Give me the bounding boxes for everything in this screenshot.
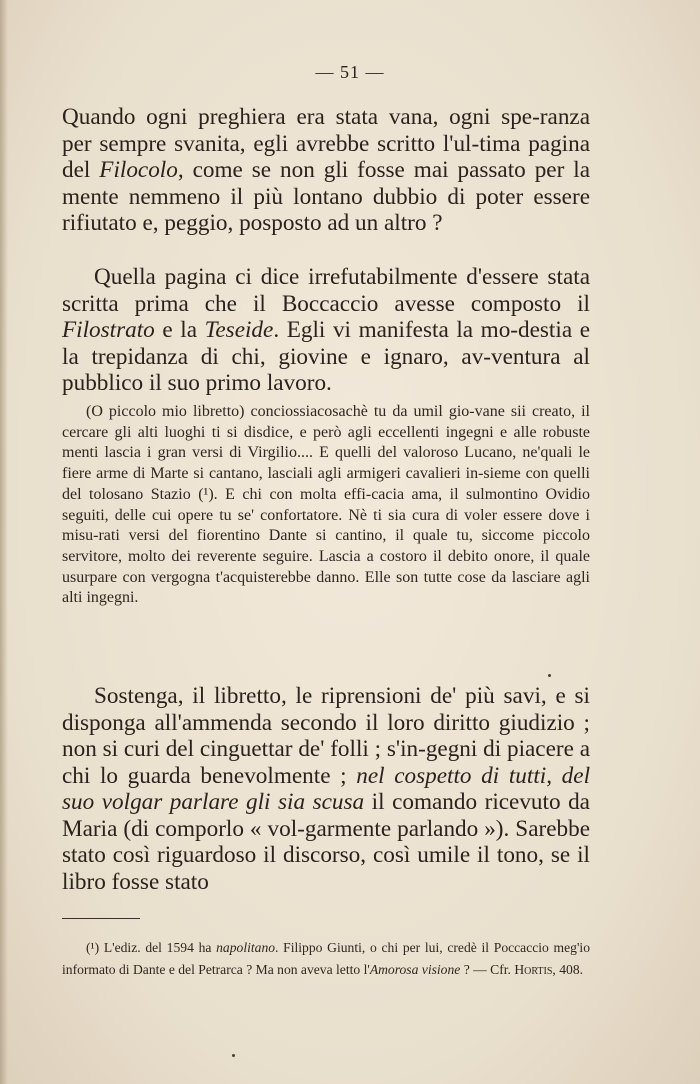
quote-text-before: (O piccolo mio libretto) conciossiacosachè tu da umil gio-vane sii creato, il cercare gli alti luoghi ti si disdice, e però agli eccellenti ingegni e alle robuste menti lascia i gran versi di Virgilio.... E quelli del valoroso Lucano, ne'quali le fiere arme di Marte si cantano, lasciali agli armigeri cavalieri in-sieme con quelli del tolosano Stazio: [62, 403, 590, 503]
paper-speck: [548, 674, 551, 677]
paragraph-2: [62, 264, 590, 397]
footnote-italic-2: Amorosa visione: [369, 962, 461, 977]
footnote-text-before: L'ediz. del 1594 ha: [99, 940, 217, 955]
paragraph-3-italic-phrase: nel cospetto di tutti, del suo volgar parlare gli sia scusa: [62, 762, 591, 815]
footnote-divider: [62, 918, 140, 919]
footnote-text-after: , 408.: [552, 962, 584, 977]
footnote-text-middle-2: ? — Cfr.: [460, 962, 515, 977]
paragraph-2-italic-title-2: Teseide: [204, 317, 274, 343]
page-number: — 51 —: [315, 62, 385, 82]
paragraph-3: [62, 683, 590, 895]
paragraph-3-text-before: Sostenga, il libretto, le riprensioni de' più savi, e si disponga all'ammenda secondo il loro diritto giudizio ; non si curi del cinguettar de' folli ; s'in-gegni di piacere a chi lo guarda benevolmente ;: [62, 683, 590, 789]
paragraph-2-text-middle: e la: [154, 317, 205, 343]
paper-speck: [232, 1054, 235, 1057]
paragraph-1-text: Quando ogni preghiera era stata vana, ogni spe-ranza per sempre svanita, egli avrebbe scritto l'ul-tima pagina del: [62, 104, 590, 183]
quote-footnote-ref: (¹): [198, 485, 214, 503]
footnote-italic-1: napolitano: [216, 940, 276, 955]
footnote-text-middle: . Filippo Giunti, o chi per lui, credè il Poccaccio meg'io informato di Dante e del Petrarca ? Ma non aveva letto l': [62, 940, 590, 977]
paragraph-2-text-before: Quella pagina ci dice irrefutabilmente d'essere stata scritta prima che il Boccaccio avesse composto il: [62, 264, 590, 317]
footnote: [62, 937, 590, 981]
paragraph-2-text-after: . Egli vi manifesta la mo-destia e la trepidanza di chi, giovine e ignaro, av-ventura al pubblico il suo primo lavoro.: [62, 317, 590, 396]
block-quote: [62, 402, 590, 609]
footnote-marker: (¹): [86, 940, 100, 955]
paragraph-2-italic-title-1: Filostrato: [62, 317, 155, 343]
page-edge-shadow: [0, 0, 8, 1084]
paragraph-3-text-after: il comando ricevuto da Maria (di comporlo « vol-garmente parlando »). Sarebbe stato così riguardoso il discorso, così umile il tono, se il libro fosse stato: [62, 789, 590, 895]
paragraph-1: [62, 104, 590, 237]
quote-text-after: . E chi con molta effi-cacia ama, il sulmontino Ovidio seguiti, delle cui opere tu se' confortatore. Nè ti sia cura di voler essere dove i misu-rati versi del fiorentino Dante si cantino, il quale tu, siccome piccolo servitore, molto dei reverente seguire. Lascia a costoro il debito onore, il quale usurpare con vergogna t'acquisterebbe danno. Elle son tutte cose da lasciare agli alti ingegni.: [62, 485, 590, 607]
paragraph-1-italic-title: Filocolo: [99, 157, 178, 183]
paragraph-1-text-after: , come se non gli fosse mai passato per la mente nemmeno il più lontano dubbio di poter essere rifiutato e, peggio, posposto ad un altro ?: [62, 157, 590, 236]
footnote-author: Hortis: [514, 962, 553, 977]
